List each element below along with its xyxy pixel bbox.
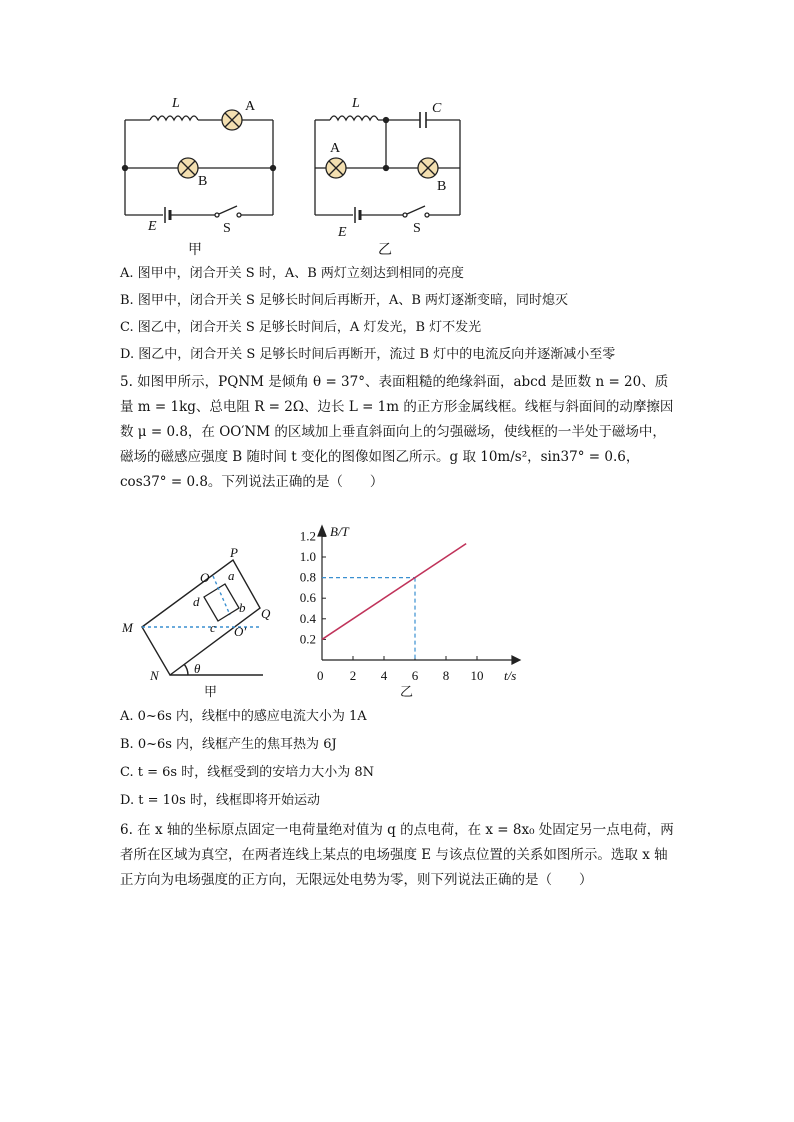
lamp-a-icon [326,158,346,178]
q5-line: 5. 如图甲所示，PQNM 是倾角 θ = 37°、表面粗糙的绝缘斜面，abcd 是匝数 n = 20、质 [120,374,669,390]
angle-arc [184,664,188,675]
q6-stem [120,818,680,893]
series-line [322,544,466,640]
caption-yi: 乙 [400,684,414,699]
label-yi-E: E [338,225,347,240]
x-axis-label: t/s [504,668,517,683]
label-b: b [239,600,246,615]
q5-line: 量 m = 1kg、总电阻 R = 2Ω、边长 L = 1m 的正方形金属线框。线框与斜面间的动摩擦因 [120,399,674,415]
x-axis-arrow [512,656,520,664]
q5-line: 磁场的磁感应强度 B 随时间 t 变化的图像如图乙所示。g 取 10m/s²，sin37° = 0.6， [120,449,640,465]
label-yi-A: A [330,141,341,156]
y-axis-label: B/T [330,524,349,539]
label-jia-S: S [223,221,231,236]
y-tick-label: 0.8 [299,569,316,585]
q6-line: 者所在区域为真空，在两者连线上某点的电场强度 E 与该点位置的关系如图所示。选取 x 轴 [120,847,668,863]
label-yi-L: L [352,96,360,111]
label-jia-E: E [148,219,157,234]
label-c: c [210,620,216,635]
lamp-b-icon [178,158,198,178]
x-tick-label: 8 [442,668,450,683]
label-a: a [228,568,235,583]
label-theta: θ [194,661,201,676]
caption-yi: 乙 [378,243,392,258]
b-t-chart [290,520,530,700]
y-tick-label: 1.2 [299,528,316,544]
label-O-prime: O′ [234,624,247,639]
q4-option-a: A. 图甲中，闭合开关 S 时，A、B 两灯立刻达到相同的亮度 [120,266,464,281]
x-tick-label: 10 [470,668,484,683]
lamp-a-icon [222,110,242,130]
y-tick-label: 0.4 [299,610,316,626]
q5-option-b: B. 0~6s 内，线框产生的焦耳热为 6J [120,737,337,752]
label-N: N [150,668,159,683]
q5-option-a: A. 0~6s 内，线框中的感应电流大小为 1A [120,709,367,724]
inductor-icon [150,116,198,120]
label-yi-S: S [413,221,421,236]
incline-figure [118,540,278,700]
y-tick-label: 0.6 [299,590,316,606]
q5-line: 数 μ = 0.8，在 OO′NM 的区域加上垂直斜面向上的匀强磁场，使线框的一半处于磁场中， [120,424,666,440]
label-M: M [122,620,133,635]
switch-icon [219,206,237,214]
q5-option-c: C. t = 6s 时，线框受到的安培力大小为 8N [120,765,374,780]
q6-line: 正方向为电场强度的正方向，无限远处电势为零，则下列说法正确的是（ ） [120,872,593,888]
label-yi-C: C [432,101,442,116]
y-axis-arrow [318,526,326,536]
circuit-figures [110,90,490,265]
label-jia-L: L [172,96,180,111]
switch-icon [407,206,425,214]
q4-option-d: D. 图乙中，闭合开关 S 足够长时间后再断开，流过 B 灯中的电流反向并逐渐减小至零 [120,347,616,362]
x-tick-label: 4 [380,668,388,683]
origin-tick-label: 0 [317,668,324,683]
q5-option-d: D. t = 10s 时，线框即将开始运动 [120,793,320,808]
q4-option-b: B. 图甲中，闭合开关 S 足够长时间后再断开，A、B 两灯逐渐变暗，同时熄灭 [120,293,569,308]
y-tick-label: 1.0 [299,549,316,564]
label-d: d [193,594,200,609]
y-tick-label: 0.2 [299,631,316,647]
label-yi-B: B [437,179,447,194]
q6-line: 6. 在 x 轴的坐标原点固定一电荷量绝对值为 q 的点电荷，在 x = 8x₀ 处固定另一点电荷，两 [120,822,674,838]
x-tick-label: 6 [411,668,419,683]
label-Q: Q [261,606,271,621]
label-P: P [230,545,238,560]
wire-frame [204,584,239,621]
caption-jia: 甲 [188,243,202,258]
circuit-yi [315,112,460,223]
circuit-jia [123,110,276,223]
x-tick-label: 2 [349,668,357,683]
q4-option-c: C. 图乙中，闭合开关 S 足够长时间后，A 灯发光，B 灯不发光 [120,320,482,335]
label-jia-A: A [245,99,256,114]
label-jia-B: B [198,174,208,189]
q5-line: cos37° = 0.8。下列说法正确的是（ ） [120,474,384,490]
q5-stem [120,370,680,495]
caption-jia: 甲 [204,684,218,699]
inductor-icon [330,116,378,120]
label-O: O [200,570,210,585]
lamp-b-icon [418,158,438,178]
